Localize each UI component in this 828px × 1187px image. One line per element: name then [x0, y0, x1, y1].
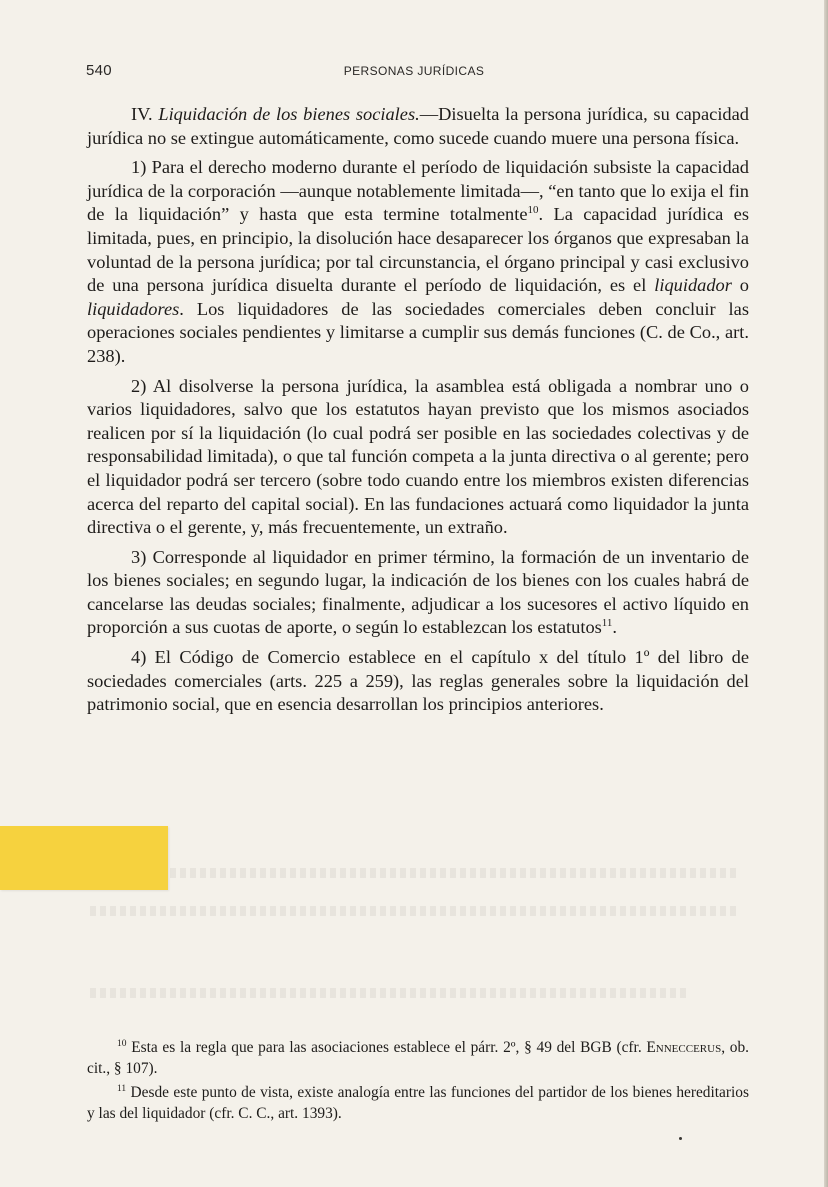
footnote-ref-11[interactable]: 11 [601, 617, 613, 630]
section-intro-paragraph [87, 103, 749, 150]
footnotes [87, 1038, 749, 1124]
bleed-through-line [90, 906, 740, 916]
main-text [87, 103, 749, 717]
footnote-11-text: Desde este punto de vista, existe analogía entre las funciones del partidor de los bienes hereditarios y las del liquidador (cfr. C. C., art. 1393). [87, 1084, 749, 1122]
paragraph-3-text: 3) Corresponde al liquidador en primer término, la formación de un inventario de los bienes sociales; en segundo lugar, la indicación de los bienes con los cuales habrá de cancelarse las deudas sociales; finalmente, adjudicar a los sucesores el activo líquido en proporción a sus cuotas de aporte, o según lo establezcan los estatutos [87, 546, 749, 638]
section-numeral: IV. [131, 104, 153, 124]
paragraph-1-text-d: . Los liquidadores de las sociedades comerciales deben concluir las operaciones sociales pendientes y limitarse a cumplir sus demás funciones (C. de Co., art. 238). [87, 298, 749, 366]
paragraph-1-text-a: 1) Para el derecho moderno durante el período de liquidación subsiste la capacidad jurídica de la corporación —aunque notablemente limitada—, “en tanto que lo exija el fin de la liquidación” y hasta que esta termine totalmente [87, 157, 749, 225]
footnote-ref-10[interactable]: 10 [527, 204, 539, 217]
paragraph-2: 2) Al disolverse la persona jurídica, la asamblea está obligada a nombrar uno o varios liquidadores, salvo que los estatutos hayan previsto que los mismos asociados realicen por sí la liquidación (lo cual podrá ser posible en las sociedades colectivas y de responsabilidad limitada), o que tal función competa a la junta directiva o al gerente; pero el liquidador podrá ser tercero (sobre todo cuando entre los miembros existen diferencias acerca del reparto del capital social). En las fundaciones actuará como liquidador la junta directiva o el gerente, y, más frecuentemente, un extraño. [87, 375, 749, 538]
footnote-10-text-b: , ob. cit., § 107). [87, 1039, 749, 1077]
page-number: 540 [86, 62, 112, 79]
paragraph-4: 4) El Código de Comercio establece en el capítulo x del título 1º del libro de sociedades comerciales (arts. 225 a 259), las reglas generales sobre la liquidación del patrimonio social, que en esencia desarrollan los principios anteriores. [87, 647, 749, 715]
section-title: Liquidación de los bienes sociales. [158, 104, 420, 124]
paragraph-1-em-liquidadores: liquidadores [87, 298, 180, 319]
paragraph-1-em-liquidador: liquidador [654, 275, 732, 296]
footnote-number: 11 [117, 1084, 127, 1094]
paragraph-1-text-b: . La capacidad jurídica es limitada, pues, en principio, la disolución hace desaparecer los órganos que expresaban la voluntad de la persona jurídica; por tal circunstancia, el órgano principal y casi exclusivo de una persona jurídica disuelta durante el período de liquidación, es el [87, 204, 749, 296]
paragraph-1-text-c: o [731, 275, 750, 296]
paragraph-1 [87, 156, 749, 368]
section-intro-text: —Disuelta la persona jurídica, su capacidad jurídica no se extingue automáticamente, como sucede cuando muere una persona física. [87, 104, 749, 148]
paragraph-3-end: . [612, 617, 617, 638]
page-edge-shadow [824, 0, 828, 1187]
bleed-through-line [90, 868, 740, 878]
ink-dot [679, 1137, 682, 1140]
footnote-number: 10 [117, 1039, 127, 1049]
footnote-10 [87, 1038, 749, 1079]
sticky-note [0, 826, 168, 890]
footnote-11 [87, 1083, 749, 1124]
bleed-through-line [90, 988, 690, 998]
footnote-10-text-a: Esta es la regla que para las asociaciones establece el párr. 2º, § 49 del BGB (cfr. [131, 1039, 647, 1056]
paragraph-3 [87, 546, 749, 640]
running-head: PERSONAS JURÍDICAS [343, 64, 485, 78]
footnote-10-author: Enneccerus [646, 1039, 722, 1056]
